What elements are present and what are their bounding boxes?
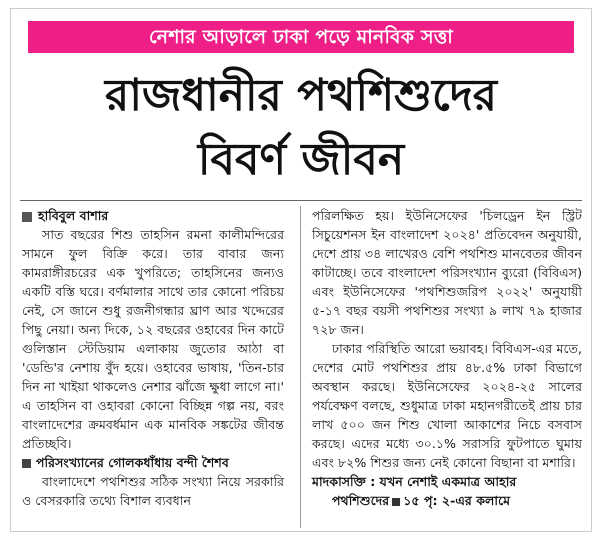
jump-target[interactable]: ১৫ পৃ: ২-এর কলামে	[403, 493, 511, 508]
section-banner: নেশার আড়ালে ঢাকা পড়ে মানবিক সত্তা	[28, 21, 574, 53]
byline	[22, 206, 284, 225]
headline-divider	[20, 200, 582, 201]
jump-square-icon	[392, 498, 400, 506]
right-paragraph-1: পরিলক্ষিত হয়। ইউনিসেফের 'চিলড্রেন ইন স্ট্রিট সিচুয়েশনস ইন বাংলাদেশ ২০২৪' প্রতিবেদন অনুযায়ী, দেশে প্রায় ৩৪ লাখেরও বেশি পথশিশু মানবেতর জীবন কাটাচ্ছে। তবে বাংলাদেশ পরিসংখ্যান ব্যুরো (বিবিএস) এবং ইউনিসেফের 'পথশিশুজরিপ ২০২২' অনুযায়ী ৫-১৭ বছর বয়সী পথশিশুর সংখ্যা ৯ লাখ ৭৯ হাজার ৭২৮ জন।	[312, 208, 582, 337]
jump-prefix: পথশিশুদের	[332, 493, 390, 508]
left-subhead-text: পরিসংখ্যানের গোলকধাঁধায় বন্দী শৈশব	[36, 455, 229, 470]
left-paragraph-2: বাংলাদেশে পথশিশুর সঠিক সংখ্যা নিয়ে সরকারি ও বেসরকারি তথ্যে বিশাল ব্যবধান	[22, 474, 284, 508]
headline-line-1: রাজধানীর পথশিশুদের	[105, 70, 497, 121]
left-paragraph-1: সাত বছরের শিশু তাহসিন রমনা কালীমন্দিরের সামনে ফুল বিক্রি করে। তার বাবার জন্য কামরাঙ্গীরচরের এক খুপরিতে; তাহসিনের জন্যও একটি বস্তি ঘরে। বর্ণমালার সাথে তার কোনো পরিচয় নেই, সে জানে শুধু রজনীগন্ধার ঘ্রাণ আর খদ্দেরের পিছু নেয়া। অন্য দিকে, ১২ বছরের ওহাবের দিন কাটে গুলিস্তান স্টেডিয়াম এলাকায় জুতোর আঠা বা 'ডেন্ডি'র নেশায় বুঁদ হয়ে। ওহাবের ভাষায়, 'তিন-চার দিন না খাইয়া থাকলেও নেশার ঝাঁজে ক্ষুধা লাগে না।' এ তাহসিন বা ওহাবরা কোনো বিচ্ছিন্ন গল্প নয়, বরং বাংলাদেশের ক্রমবর্ধমান এক মানবিক সঙ্কটের জীবন্ত প্রতিচ্ছবি।	[22, 227, 284, 451]
subhead-square-icon	[22, 459, 31, 468]
right-column	[312, 206, 582, 510]
left-column	[22, 206, 284, 510]
left-subhead	[22, 453, 284, 472]
column-divider	[300, 206, 301, 528]
headline-line-2: বিবর্ণ জীবন	[197, 134, 405, 185]
headline	[20, 64, 582, 192]
continued-jump	[312, 491, 582, 510]
right-subhead: মাদকাসক্তি : যখন নেশাই একমাত্র আহার	[312, 474, 517, 489]
byline-author: হাবিবুল বাশার	[38, 208, 109, 223]
byline-square-icon	[22, 212, 32, 222]
right-paragraph-2: ঢাকার পরিস্থিতি আরো ভয়াবহ। বিবিএস-এর মতে, দেশের মোট পথশিশুর প্রায় ৪৮.৫% ঢাকা বিভাগে অবস্থান করছে। ইউনিসেফের ২০২৪-২৫ সালের পর্যবেক্ষণ বলছে, শুধুমাত্র ঢাকা মহানগরীতেই প্রায় চার লাখ ৫০০ জন শিশু খোলা আকাশের নিচে বসবাস করছে। এদের মধ্যে ৩০.১% সরাসরি ফুটপাতে ঘুমায় এবং ৮২% শিশুর জন্য নেই কোনো বিছানা বা মশারি।	[312, 341, 582, 470]
